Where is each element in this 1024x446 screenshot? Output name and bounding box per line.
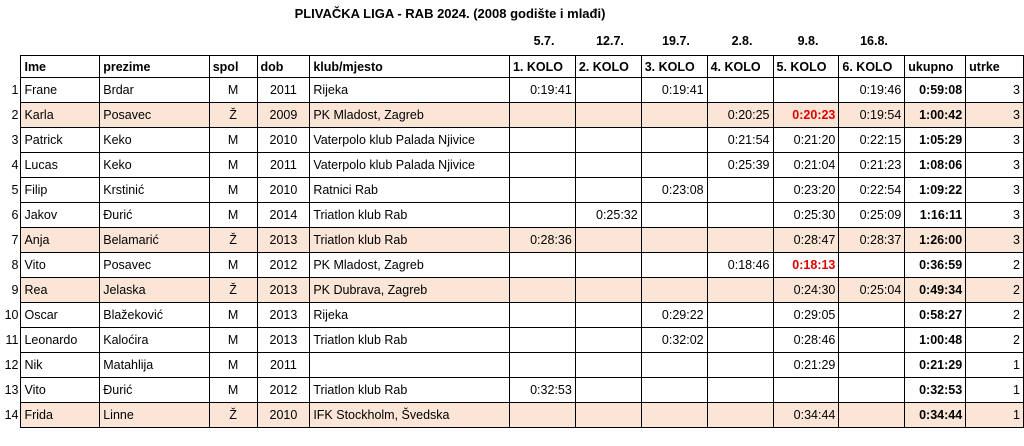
race-count: 1 [966,378,1024,403]
header-spol: spol [209,56,257,78]
last-name-cell: Đurić [100,378,209,403]
kolo-4-time: 0:21:54 [707,128,773,153]
kolo-1-time [509,253,575,278]
race-dates-row [0,34,1024,52]
gender-cell: Ž [209,278,257,303]
kolo-2-time [575,378,641,403]
kolo-5-time: 0:34:44 [773,403,839,428]
total-time: 1:16:11 [905,203,966,228]
birth-year-cell: 2011 [257,353,310,378]
first-name-cell: Patrick [21,128,100,153]
kolo-1-time [509,278,575,303]
gender-cell: M [209,178,257,203]
kolo-6-time [839,328,905,353]
kolo-6-time [839,353,905,378]
table-row [2,403,1024,428]
club-cell: Triatlon klub Rab [310,228,510,253]
last-name-cell: Belamarić [100,228,209,253]
row-number: 14 [4,408,19,422]
club-cell: Triatlon klub Rab [310,203,510,228]
gender-cell: M [209,353,257,378]
row-number: 9 [11,283,19,297]
header-kolo-1: 1. KOLO [509,56,575,78]
kolo-5-time: 0:29:05 [773,303,839,328]
kolo-4-time [707,303,773,328]
birth-year-cell: 2012 [257,378,310,403]
row-number: 10 [4,308,19,322]
kolo-1-time [509,103,575,128]
first-name-cell: Karla [21,103,100,128]
kolo-5-time: 0:28:46 [773,328,839,353]
kolo-1-time [509,153,575,178]
kolo-3-time [641,228,707,253]
row-number: 7 [11,233,19,247]
kolo-4-time [707,178,773,203]
first-name-cell: Nik [21,353,100,378]
birth-year-cell: 2011 [257,78,310,103]
header-kolo-5: 5. KOLO [773,56,839,78]
club-cell: Rijeka [310,78,510,103]
kolo-6-time: 0:25:04 [839,278,905,303]
total-time: 0:59:08 [905,78,966,103]
table-row [2,103,1024,128]
gender-cell: M [209,378,257,403]
total-time: 0:34:44 [905,403,966,428]
last-name-cell: Linne [100,403,209,428]
kolo-5-time: 0:18:13 [773,253,839,278]
kolo-2-time [575,403,641,428]
kolo-2-time [575,128,641,153]
table-row [2,203,1024,228]
kolo-3-time [641,378,707,403]
last-name-cell: Posavec [100,103,209,128]
kolo-1-time [509,178,575,203]
race-count: 3 [966,203,1024,228]
table-row [2,78,1024,103]
kolo-3-time: 0:32:02 [641,328,707,353]
row-number: 5 [11,183,19,197]
total-time: 1:09:22 [905,178,966,203]
total-time: 0:36:59 [905,253,966,278]
first-name-cell: Filip [21,178,100,203]
kolo-4-time [707,78,773,103]
total-time: 1:00:42 [905,103,966,128]
first-name-cell: Oscar [21,303,100,328]
total-time: 0:32:53 [905,378,966,403]
kolo-5-time: 0:23:20 [773,178,839,203]
header-kolo-6: 6. KOLO [839,56,905,78]
kolo-2-time [575,228,641,253]
kolo-1-time [509,403,575,428]
total-time: 1:26:00 [905,228,966,253]
kolo-3-time: 0:19:41 [641,78,707,103]
first-name-cell: Lucas [21,153,100,178]
race-date: 19.7. [662,34,690,48]
header-utrke: utrke [966,56,1024,78]
last-name-cell: Keko [100,128,209,153]
race-count: 2 [966,303,1024,328]
first-name-cell: Leonardo [21,328,100,353]
header-kolo-3: 3. KOLO [641,56,707,78]
row-number: 8 [11,258,19,272]
kolo-3-time [641,203,707,228]
results-table [2,55,1024,428]
kolo-4-time [707,403,773,428]
gender-cell: Ž [209,403,257,428]
kolo-5-time: 0:21:29 [773,353,839,378]
kolo-4-time [707,353,773,378]
header-index [2,56,21,78]
kolo-4-time: 0:20:25 [707,103,773,128]
first-name-cell: Jakov [21,203,100,228]
table-row [2,378,1024,403]
club-cell: Ratnici Rab [310,178,510,203]
kolo-6-time: 0:21:23 [839,153,905,178]
table-row [2,228,1024,253]
race-date: 9.8. [797,34,819,48]
first-name-cell: Frane [21,78,100,103]
last-name-cell: Kaloćira [100,328,209,353]
kolo-5-time: 0:21:04 [773,153,839,178]
first-name-cell: Vito [21,378,100,403]
gender-cell: M [209,203,257,228]
table-row [2,278,1024,303]
gender-cell: M [209,128,257,153]
club-cell: PK Dubrava, Zagreb [310,278,510,303]
gender-cell: M [209,303,257,328]
row-number: 1 [11,83,19,97]
kolo-2-time [575,353,641,378]
birth-year-cell: 2013 [257,228,310,253]
last-name-cell: Matahlija [100,353,209,378]
kolo-1-time [509,128,575,153]
kolo-2-time [575,278,641,303]
last-name-cell: Đurić [100,203,209,228]
total-time: 0:21:29 [905,353,966,378]
club-cell: PK Mladost, Zagreb [310,253,510,278]
row-number: 3 [11,133,19,147]
table-header-row [2,56,1024,78]
kolo-6-time: 0:28:37 [839,228,905,253]
kolo-5-time: 0:28:47 [773,228,839,253]
birth-year-cell: 2010 [257,128,310,153]
race-date: 5.7. [533,34,555,48]
kolo-1-time: 0:28:36 [509,228,575,253]
total-time: 1:00:48 [905,328,966,353]
gender-cell: M [209,328,257,353]
table-row [2,178,1024,203]
gender-cell: M [209,78,257,103]
kolo-3-time [641,253,707,278]
race-date: 2.8. [731,34,753,48]
table-row [2,353,1024,378]
kolo-6-time [839,378,905,403]
header-ukupno: ukupno [905,56,966,78]
kolo-3-time [641,153,707,178]
page-title: PLIVAČKA LIGA - RAB 2024. (2008 godište i mlađi) [294,6,606,21]
header-kolo-2: 2. KOLO [575,56,641,78]
last-name-cell: Keko [100,153,209,178]
first-name-cell: Anja [21,228,100,253]
last-name-cell: Blažeković [100,303,209,328]
header-ime: Ime [21,56,100,78]
kolo-6-time [839,303,905,328]
header-klub: klub/mjesto [310,56,510,78]
kolo-2-time [575,178,641,203]
last-name-cell: Krstinić [100,178,209,203]
first-name-cell: Vito [21,253,100,278]
kolo-1-time [509,203,575,228]
kolo-2-time [575,328,641,353]
birth-year-cell: 2009 [257,103,310,128]
gender-cell: Ž [209,103,257,128]
kolo-5-time [773,78,839,103]
kolo-3-time [641,278,707,303]
row-number: 13 [4,383,19,397]
race-count: 1 [966,403,1024,428]
kolo-4-time: 0:18:46 [707,253,773,278]
kolo-6-time: 0:19:46 [839,78,905,103]
kolo-4-time [707,278,773,303]
last-name-cell: Jelaska [100,278,209,303]
race-count: 3 [966,153,1024,178]
total-time: 0:58:27 [905,303,966,328]
table-row [2,153,1024,178]
kolo-2-time [575,153,641,178]
kolo-4-time [707,378,773,403]
club-cell: PK Mladost, Zagreb [310,103,510,128]
race-date: 12.7. [596,34,624,48]
total-time: 0:49:34 [905,278,966,303]
table-row [2,303,1024,328]
total-time: 1:05:29 [905,128,966,153]
race-count: 3 [966,103,1024,128]
last-name-cell: Brdar [100,78,209,103]
birth-year-cell: 2013 [257,278,310,303]
kolo-6-time: 0:22:15 [839,128,905,153]
race-date: 16.8. [860,34,888,48]
kolo-3-time [641,353,707,378]
race-count: 3 [966,78,1024,103]
birth-year-cell: 2010 [257,403,310,428]
row-number: 6 [11,208,19,222]
club-cell: Triatlon klub Rab [310,378,510,403]
birth-year-cell: 2013 [257,303,310,328]
row-number: 2 [11,108,19,122]
club-cell: Triatlon klub Rab [310,328,510,353]
kolo-5-time [773,378,839,403]
row-number: 4 [11,158,19,172]
header-dob: dob [257,56,310,78]
kolo-6-time [839,253,905,278]
kolo-4-time [707,328,773,353]
gender-cell: M [209,253,257,278]
kolo-2-time [575,78,641,103]
kolo-3-time: 0:23:08 [641,178,707,203]
kolo-2-time [575,103,641,128]
kolo-1-time [509,353,575,378]
gender-cell: Ž [209,228,257,253]
last-name-cell: Posavec [100,253,209,278]
race-count: 2 [966,328,1024,353]
race-count: 3 [966,228,1024,253]
club-cell: Vaterpolo klub Palada Njivice [310,128,510,153]
kolo-4-time: 0:25:39 [707,153,773,178]
race-count: 3 [966,128,1024,153]
kolo-2-time: 0:25:32 [575,203,641,228]
race-count: 1 [966,353,1024,378]
kolo-1-time [509,303,575,328]
table-row [2,253,1024,278]
table-row [2,128,1024,153]
kolo-5-time: 0:25:30 [773,203,839,228]
club-cell [310,353,510,378]
club-cell: IFK Stockholm, Švedska [310,403,510,428]
table-row [2,328,1024,353]
kolo-1-time: 0:19:41 [509,78,575,103]
birth-year-cell: 2011 [257,153,310,178]
kolo-6-time: 0:25:09 [839,203,905,228]
kolo-3-time [641,103,707,128]
first-name-cell: Frida [21,403,100,428]
header-kolo-4: 4. KOLO [707,56,773,78]
kolo-6-time: 0:19:54 [839,103,905,128]
kolo-4-time [707,228,773,253]
race-count: 2 [966,278,1024,303]
first-name-cell: Rea [21,278,100,303]
kolo-5-time: 0:24:30 [773,278,839,303]
birth-year-cell: 2010 [257,178,310,203]
kolo-6-time: 0:22:54 [839,178,905,203]
gender-cell: M [209,153,257,178]
kolo-3-time [641,128,707,153]
header-prezime: prezime [100,56,209,78]
kolo-1-time: 0:32:53 [509,378,575,403]
kolo-3-time [641,403,707,428]
kolo-2-time [575,253,641,278]
kolo-5-time: 0:21:20 [773,128,839,153]
kolo-2-time [575,303,641,328]
birth-year-cell: 2013 [257,328,310,353]
row-number: 12 [4,358,19,372]
total-time: 1:08:06 [905,153,966,178]
race-count: 2 [966,253,1024,278]
birth-year-cell: 2012 [257,253,310,278]
birth-year-cell: 2014 [257,203,310,228]
kolo-3-time: 0:29:22 [641,303,707,328]
row-number: 11 [5,333,19,347]
kolo-1-time [509,328,575,353]
kolo-5-time: 0:20:23 [773,103,839,128]
club-cell: Vaterpolo klub Palada Njivice [310,153,510,178]
club-cell: Rijeka [310,303,510,328]
kolo-4-time [707,203,773,228]
kolo-6-time [839,403,905,428]
race-count: 3 [966,178,1024,203]
